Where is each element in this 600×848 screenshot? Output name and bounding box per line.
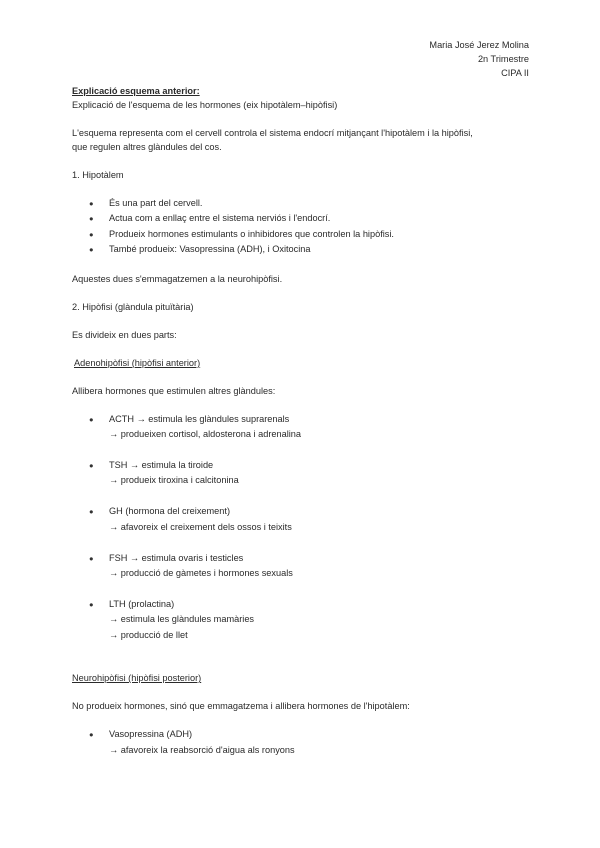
list-item: ● És una part del cervell. [72, 196, 532, 211]
list-subitem: → estimula les glàndules mamàries [109, 614, 255, 625]
list-item: ● Actua com a enllaç entre el sistema nerviós i l'endocrí. [72, 211, 532, 226]
neuro-list [72, 727, 532, 758]
list-item: ● TSH → estimula la tiroide [72, 458, 532, 473]
list-subitem: → produeixen cortisol, aldosterona i adrenalina [109, 429, 302, 440]
section-pituitary-title: 2. Hipòfisi (glàndula pituïtària) [72, 301, 194, 312]
author-name: Maria José Jerez Molina [429, 40, 529, 50]
course-label: CIPA II [501, 68, 529, 78]
neuro-intro: No produeix hormones, sinó que emmagatzema i allibera hormones de l'hipotàlem: [72, 701, 410, 712]
list-subitem: → producció de llet [109, 629, 188, 640]
document-title: Explicació esquema anterior: [72, 86, 200, 96]
list-subitem: → produeix tiroxina i calcitonina [109, 475, 239, 486]
section-hypothalamus-title: 1. Hipotàlem [72, 170, 124, 180]
document-body [72, 84, 532, 758]
list-subitem: → afavoreix la reabsorció d'aigua als ronyons [109, 744, 295, 755]
list-item: ● LTH (prolactina) [72, 597, 532, 612]
adeno-intro: Allibera hormones que estimulen altres glàndules: [72, 385, 276, 396]
hypothalamus-list [72, 196, 532, 258]
term-label: 2n Trimestre [477, 54, 529, 64]
list-item: ● ACTH → estimula les glàndules suprarenals [72, 412, 532, 427]
document-header [429, 38, 529, 80]
intro-line-1: L'esquema representa com el cervell controla el sistema endocrí mitjançant l'hipotàlem i la hipòfisi, [72, 128, 473, 138]
adeno-list [72, 412, 532, 643]
list-item: ● GH (hormona del creixement) [72, 504, 532, 519]
list-item: ● Produeix hormones estimulants o inhibidores que controlen la hipòfisi. [72, 227, 532, 242]
adeno-title: Adenohipòfisi (hipòfisi anterior) [74, 357, 201, 368]
list-subitem: → afavoreix el creixement dels ossos i teixits [109, 521, 292, 532]
list-item: ● També produeix: Vasopressina (ADH), i Oxitocina [72, 242, 532, 257]
divides-text: Es divideix en dues parts: [72, 329, 177, 340]
list-item: ● FSH → estimula ovaris i testicles [72, 551, 532, 566]
intro-line-2: que regulen altres glàndules del cos. [72, 142, 222, 152]
document-subtitle: Explicació de l'esquema de les hormones (eix hipotàlem–hipòfisi) [72, 100, 338, 110]
neuro-title: Neurohipòfisi (hipòfisi posterior) [72, 673, 202, 684]
stored-note: Aquestes dues s'emmagatzemen a la neurohipòfisi. [72, 273, 283, 284]
list-item: ● Vasopressina (ADH) [72, 727, 532, 742]
list-subitem: → producció de gàmetes i hormones sexuals [109, 567, 293, 578]
